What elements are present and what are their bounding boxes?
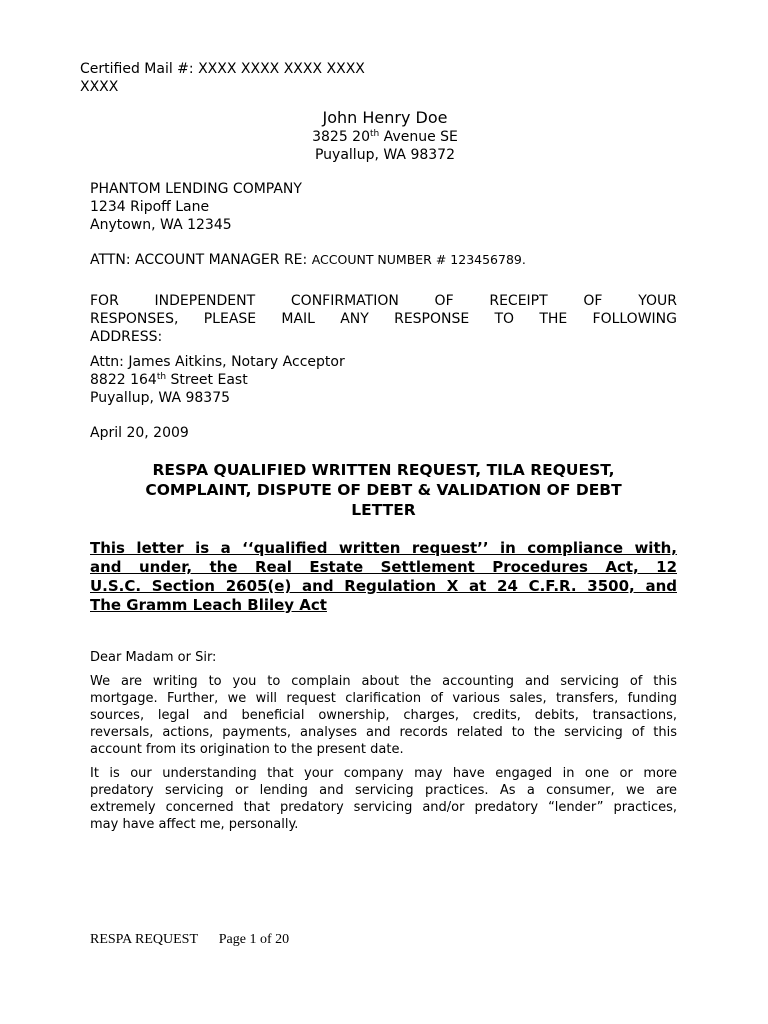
p1-line4: reversals, actions, payments, analyses and records related to the servicing of this — [90, 725, 677, 740]
recipient-city: Anytown, WA 12345 — [90, 217, 232, 233]
certified-mail — [80, 60, 365, 96]
recipient-block — [90, 180, 302, 234]
p1-line5: account from its origination to the present date. — [90, 742, 404, 757]
notary-block — [90, 353, 345, 407]
sender-block — [230, 108, 540, 164]
footer-page-number: Page 1 of 20 — [218, 932, 290, 947]
attention-label: ATTN: ACCOUNT MANAGER RE: — [90, 252, 312, 268]
notary-city: Puyallup, WA 98375 — [90, 390, 231, 406]
title-line2: COMPLAINT, DISPUTE OF DEBT & VALIDATION OF DEBT — [145, 481, 622, 499]
p1-line1: We are writing to you to complain about the accounting and servicing of this — [90, 674, 677, 689]
p2-line3: extremely concerned that predatory servicing and/or predatory “lender” practices, — [90, 800, 677, 815]
notary-street: 8822 164th Street East — [90, 372, 248, 388]
sender-name: John Henry Doe — [322, 108, 448, 127]
confirmation-line2: RESPONSES, PLEASE MAIL ANY RESPONSE TO THE FOLLOWING — [90, 311, 677, 327]
attention-line — [90, 251, 526, 269]
p1-line2: mortgage. Further, we will request clarification of various sales, transfers, funding — [90, 691, 677, 706]
certified-mail-line2: XXXX — [80, 79, 119, 95]
recipient-street: 1234 Ripoff Lane — [90, 199, 210, 215]
notary-name: Attn: James Aitkins, Notary Acceptor — [90, 354, 345, 370]
footer-label: RESPA REQUEST — [90, 932, 198, 947]
confirmation-line3: ADDRESS: — [90, 329, 163, 345]
body-paragraph-1 — [90, 673, 677, 758]
account-number: ACCOUNT NUMBER # 123456789. — [311, 252, 526, 267]
letter-title — [90, 460, 677, 520]
p2-line2: predatory servicing or lending and servicing practices. As a consumer, we are — [90, 783, 677, 798]
p2-line4: may have affect me, personally. — [90, 817, 299, 832]
page-footer — [90, 931, 289, 949]
p1-line3: sources, legal and beneficial ownership, charges, credits, debits, transactions, — [90, 708, 677, 723]
subject-statement — [90, 539, 677, 615]
sender-city: Puyallup, WA 98372 — [314, 147, 455, 163]
confirmation-line1: FOR INDEPENDENT CONFIRMATION OF RECEIPT OF YOUR — [90, 293, 677, 309]
salutation: Dear Madam or Sir: — [90, 650, 217, 665]
title-line1: RESPA QUALIFIED WRITTEN REQUEST, TILA REQUEST, — [152, 461, 615, 479]
body-paragraph-2 — [90, 765, 677, 833]
title-line3: LETTER — [351, 501, 416, 519]
subject-line4: The Gramm Leach Bliley Act — [90, 596, 327, 614]
certified-mail-line1: Certified Mail #: XXXX XXXX XXXX XXXX — [80, 61, 365, 77]
letter-date: April 20, 2009 — [90, 425, 189, 441]
subject-line2: and under, the Real Estate Settlement Procedures Act, 12 — [90, 558, 677, 576]
confirmation-notice — [90, 292, 677, 346]
subject-line1: This letter is a ‘‘qualified written request’’ in compliance with, — [90, 539, 677, 557]
subject-line3: U.S.C. Section 2605(e) and Regulation X at 24 C.F.R. 3500, and — [90, 577, 677, 595]
sender-address: 3825 20th Avenue SE — [312, 129, 458, 145]
p2-line1: It is our understanding that your company may have engaged in one or more — [90, 766, 677, 781]
recipient-company: PHANTOM LENDING COMPANY — [90, 181, 302, 197]
